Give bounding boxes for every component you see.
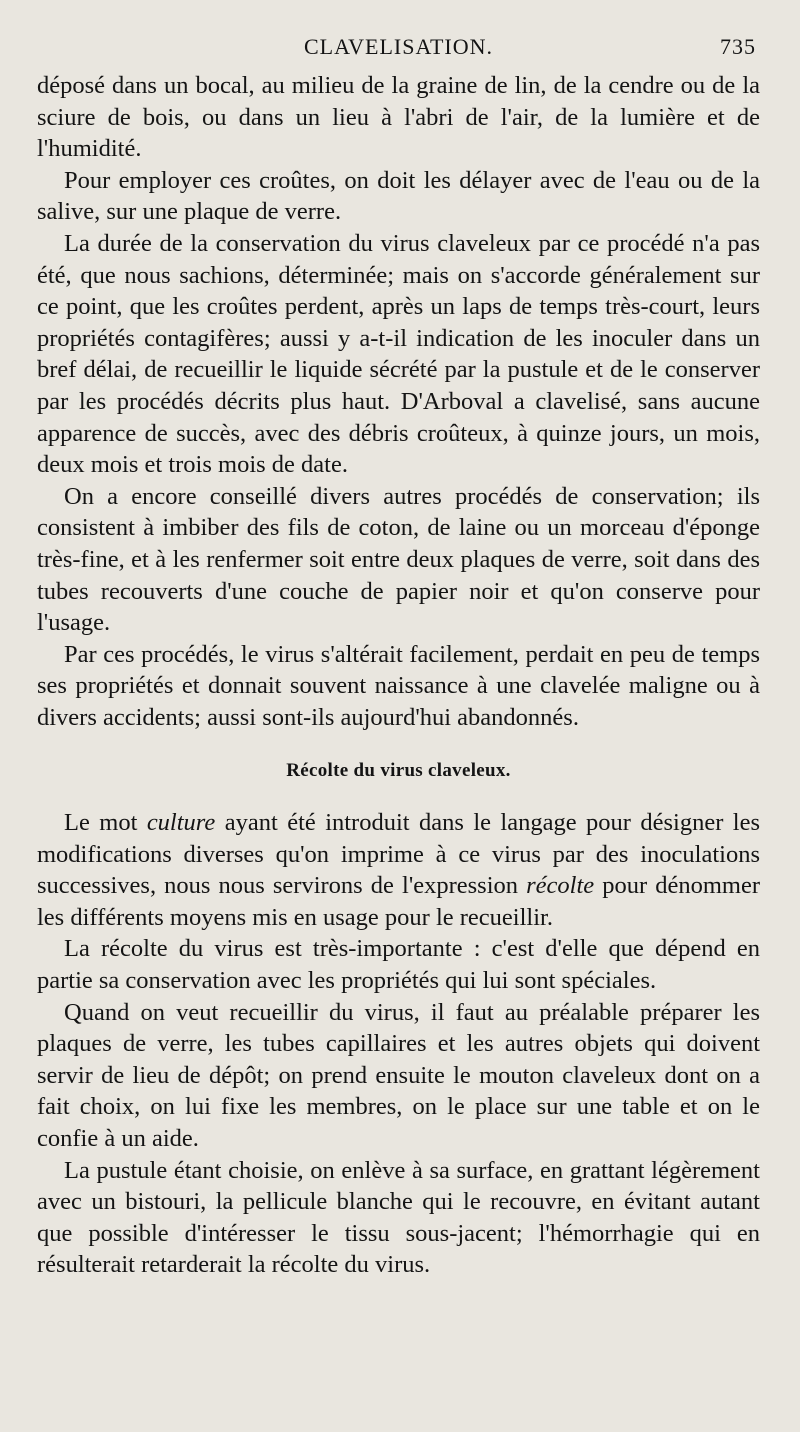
paragraph: Par ces procédés, le virus s'altérait facilement, perdait en peu de temps ses propriétés et donnait souvent naissance à une clavelée maligne ou à divers accidents; aussi sont-ils aujourd'hui abandonnés. [37, 640, 760, 731]
running-title: CLAVELISATION. [304, 34, 493, 59]
page-number: 735 [720, 34, 756, 59]
paragraph: déposé dans un bocal, au milieu de la graine de lin, de la cendre ou de la sciure de bois, ou dans un lieu à l'abri de l'air, de la lumière et de l'humidité. [37, 72, 760, 163]
section-heading: Récolte du virus claveleux. [286, 760, 511, 782]
text-run: ayant été introduit dans le langage pour désigner les modifications diverses qu'on imprime à ce virus par des inoculations successives, nous nous servirons de l'expression [37, 809, 760, 900]
paragraph: Quand on veut recueillir du virus, il faut au préalable préparer les plaques de verre, les tubes capillaires et les autres objets qui doivent servir de lieu de dépôt; on prend ensuite le mouton claveleux dont on a fait choix, on lui fixe les membres, on le place sur une table et on le confie à un aide. [37, 998, 760, 1152]
text-run: pour dénommer les différents moyens mis en usage pour le recueillir. [37, 872, 760, 931]
paragraph: La récolte du virus est très-importante : c'est d'elle que dépend en partie sa conservation avec les propriétés qui lui sont spéciales. [37, 935, 760, 995]
page-header [37, 24, 760, 70]
paragraph-culture [37, 807, 760, 933]
text-run: Le mot [64, 809, 147, 837]
paragraph: La durée de la conservation du virus claveleux par ce procédé n'a pas été, que nous sachions, déterminée; mais on s'accorde généralement sur ce point, que les croûtes perdent, après un laps de temps très-court, leurs propriétés contagifères; aussi y a-t-il indication de les inoculer dans un bref délai, de recueillir le liquide sécrété par la pustule et de le conserver par les procédés décrits plus haut. D'Arboval a clavelisé, sans aucune apparence de succès, avec des débris croûteux, à quinze jours, un mois, deux mois et trois mois de date. [37, 229, 760, 479]
body-text [37, 70, 760, 1281]
italic-term: récolte [526, 872, 595, 900]
paragraph: Pour employer ces croûtes, on doit les délayer avec de l'eau ou de la salive, sur une plaque de verre. [37, 166, 760, 226]
paragraph: La pustule étant choisie, on enlève à sa surface, en grattant légèrement avec un bistouri, la pellicule blanche qui le recouvre, en évitant autant que possible d'intéresser le tissu sous-jacent; l'hémorrhagie qui en résulterait retarderait la récolte du virus. [37, 1156, 760, 1279]
paragraph: On a encore conseillé divers autres procédés de conservation; ils consistent à imbiber des fils de coton, de laine ou un morceau d'éponge très-fine, et à les renfermer soit entre deux plaques de verre, soit dans des tubes recouverts d'une couche de papier noir et qu'on conserve pour l'usage. [37, 482, 760, 637]
italic-term: culture [146, 809, 216, 837]
